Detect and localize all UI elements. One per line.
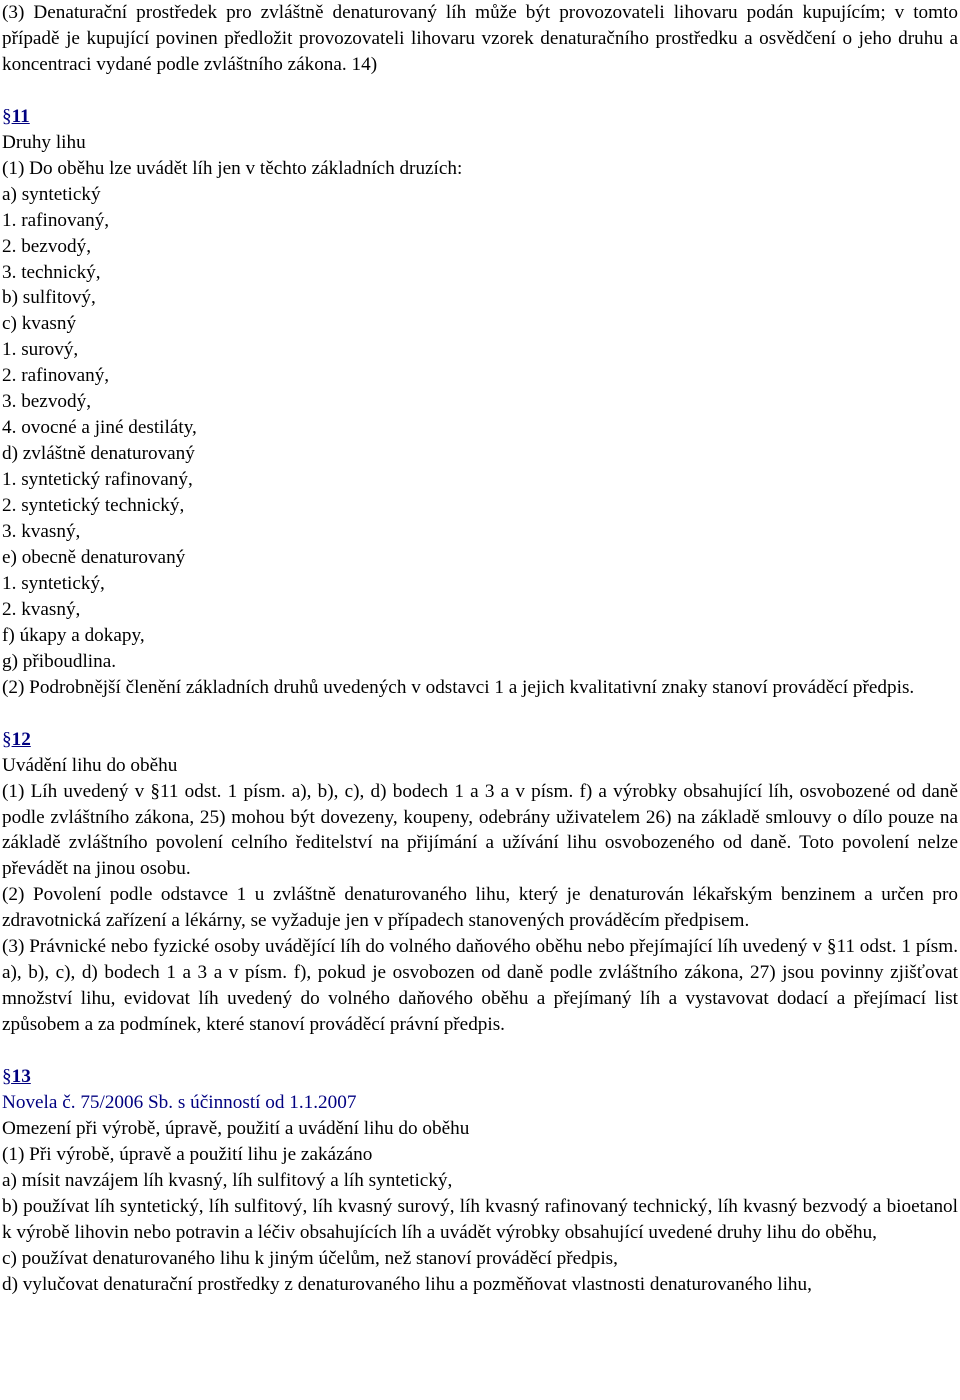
list-item: 2. syntetický technický, (2, 495, 185, 517)
section-number: 12 (11, 728, 31, 750)
list-item: 3. technický, (2, 261, 101, 283)
section-11-list (2, 182, 958, 675)
list-item: 2. bezvodý, (2, 235, 91, 257)
section-13-item-a: a) mísit navzájem líh kvasný, líh sulfitový a líh syntetický, (2, 1169, 453, 1191)
section-number: 11 (11, 105, 30, 127)
section-13-title: Omezení při výrobě, úpravě, použití a uvádění lihu do oběhu (2, 1117, 470, 1139)
section-13-item-d: d) vylučovat denaturační prostředky z denaturovaného lihu a pozměňovat vlastnosti denaturovaného lihu, (2, 1273, 812, 1295)
list-item: 4. ovocné a jiné destiláty, (2, 417, 197, 439)
list-item: a) syntetický (2, 183, 101, 205)
list-item: 3. bezvodý, (2, 391, 91, 413)
list-item: 2. rafinovaný, (2, 365, 110, 387)
list-item: 1. syntetický rafinovaný, (2, 469, 193, 491)
section-11-link[interactable] (2, 104, 958, 130)
section-13-item-b: b) používat líh syntetický, líh sulfitový, líh kvasný surový, líh kvasný rafinovaný technický, líh kvasný bezvodý a bioetanol k výrobě lihovin nebo potravin a léčiv obsahujících líh a uvádět výrobky obsahující uvedené druhy lihu do oběhu, (2, 1195, 958, 1243)
spacer (2, 78, 958, 104)
section-13-paragraph-1: (1) Při výrobě, úpravě a použití lihu je zakázáno (2, 1143, 373, 1165)
list-item: 3. kvasný, (2, 521, 81, 543)
section-13-link[interactable] (2, 1064, 958, 1090)
section-12-link[interactable] (2, 727, 958, 753)
list-item: 1. rafinovaný, (2, 209, 110, 231)
list-item: g) přiboudlina. (2, 650, 117, 672)
section-12-paragraph-1: (1) Líh uvedený v §11 odst. 1 písm. a), b), c), d) bodech 1 a 3 a v písm. f) a výrobky obsahující líh, osvobozené od daně podle zvláštního zákona, 25) mohou být dovezeny, koupeny, odebrány uživatelem 26) na základě smlouvy o dílo pouze na základě zvláštního povolení celního ředitelství na přijímání a užívání lihu osvobozeného od daně. Toto povolení nelze převádět na jinou osobu. (2, 780, 958, 880)
section-sign: § (2, 1066, 12, 1088)
document-page (2, 0, 958, 1298)
list-item: 1. surový, (2, 339, 79, 361)
list-item: d) zvláštně denaturovaný (2, 443, 195, 465)
section-number: 13 (11, 1066, 31, 1088)
section-11-paragraph-1: (1) Do oběhu lze uvádět líh jen v těchto základních druzích: (2, 157, 463, 179)
section-12-paragraph-2: (2) Povolení podle odstavce 1 u zvláštně denaturovaného lihu, který je denaturován lékařským benzinem a určen pro zdravotnická zařízení a lékárny, se vyžaduje jen v případech stanovených prováděcím předpisem. (2, 884, 958, 932)
spacer (2, 1038, 958, 1064)
list-item: 1. syntetický, (2, 572, 105, 594)
section-11-title: Druhy lihu (2, 131, 86, 153)
list-item: 2. kvasný, (2, 598, 81, 620)
list-item: f) úkapy a dokapy, (2, 624, 145, 646)
section-sign: § (2, 728, 12, 750)
section-12-paragraph-3: (3) Právnické nebo fyzické osoby uvádějící líh do volného daňového oběhu nebo přejímající líh uvedený v §11 odst. 1 písm. a), b), c), d) bodech 1 a 3 a v písm. f), pokud je osvobozen od daně podle zvláštního zákona, 27) jsou povinny zjišťovat množství lihu, evidovat líh uvedený do volného daňového oběhu a přejímaný líh a vystavovat dodací a přejímací list způsobem a za podmínek, které stanoví prováděcí právní předpis. (2, 936, 958, 1036)
list-item: b) sulfitový, (2, 287, 96, 309)
section-13-item-c: c) používat denaturovaného lihu k jiným účelům, než stanoví prováděcí předpis, (2, 1247, 618, 1269)
section-sign: § (2, 105, 12, 127)
amendment-note: Novela č. 75/2006 Sb. s účinností od 1.1.2007 (2, 1091, 357, 1113)
list-item: c) kvasný (2, 313, 77, 335)
intro-paragraph-3: (3) Denaturační prostředek pro zvláštně denaturovaný líh může být provozovateli lihovaru podán kupujícím; v tomto případě je kupující povinen předložit provozovateli lihovaru vzorek denaturačního prostředku a osvědčení o jeho druhu a koncentraci vydané podle zvláštního zákona. 14) (2, 2, 958, 75)
list-item: e) obecně denaturovaný (2, 547, 186, 568)
section-12-title: Uvádění lihu do oběhu (2, 754, 178, 776)
spacer (2, 701, 958, 727)
section-11-paragraph-2: (2) Podrobnější členění základních druhů uvedených v odstavci 1 a jejich kvalitativní znaky stanoví prováděcí předpis. (2, 676, 915, 698)
